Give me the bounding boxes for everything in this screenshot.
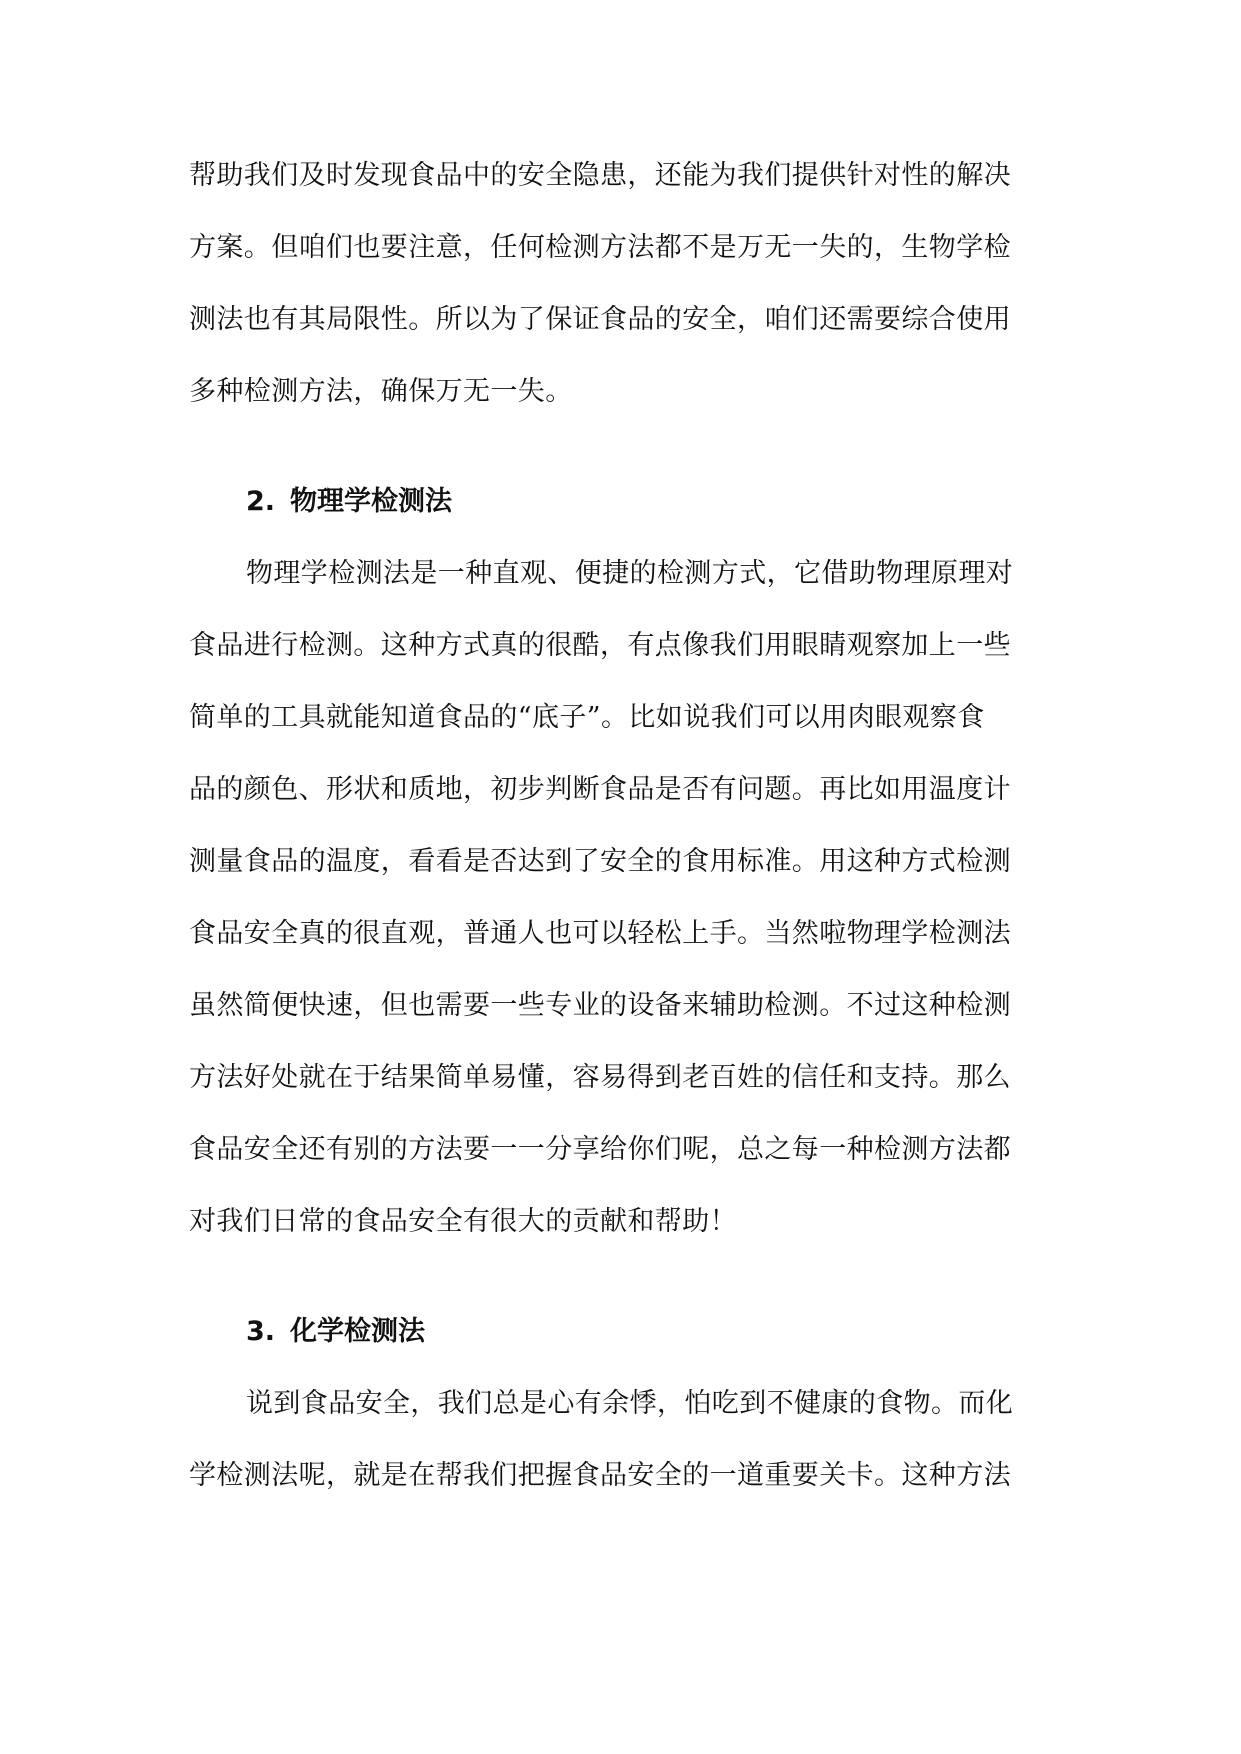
paragraph-1 bbox=[189, 140, 1059, 428]
paragraph-line: 方案。但咱们也要注意，任何检测方法都不是万无一失的，生物学检 bbox=[189, 232, 1011, 263]
paragraph-3 bbox=[189, 1368, 1059, 1512]
paragraph-line: 品的颜色、形状和质地，初步判断食品是否有问题。再比如用温度计 bbox=[189, 774, 1011, 805]
paragraph-line: 多种检测方法，确保万无一失。 bbox=[189, 376, 573, 407]
paragraph-line: 测法也有其局限性。所以为了保证食品的安全，咱们还需要综合使用 bbox=[189, 304, 1011, 335]
section-number: 2. bbox=[246, 486, 276, 517]
paragraph-line: 物理学检测法是一种直观、便捷的检测方式，它借助物理原理对 bbox=[246, 558, 1014, 589]
paragraph-line: 简单的工具就能知道食品的“底子”。比如说我们可以用肉眼观察食 bbox=[189, 702, 985, 733]
paragraph-line: 说到食品安全，我们总是心有余悸，怕吃到不健康的食物。而化 bbox=[246, 1388, 1014, 1419]
section-number: 3. bbox=[246, 1316, 276, 1347]
paragraph-line: 食品安全还有别的方法要一一分享给你们呢，总之每一种检测方法都 bbox=[189, 1134, 1011, 1165]
paragraph-2 bbox=[189, 538, 1059, 1258]
paragraph-line: 虽然简便快速，但也需要一些专业的设备来辅助检测。不过这种检测 bbox=[189, 990, 1011, 1021]
paragraph-line: 方法好处就在于结果简单易懂，容易得到老百姓的信任和支持。那么 bbox=[189, 1062, 1011, 1093]
section-spacer bbox=[189, 428, 1059, 466]
paragraph-line: 学检测法呢，就是在帮我们把握食品安全的一道重要关卡。这种方法 bbox=[189, 1460, 1011, 1491]
paragraph-line: 对我们日常的食品安全有很大的贡献和帮助！ bbox=[189, 1206, 737, 1237]
section-title: 物理学检测法 bbox=[290, 486, 452, 517]
paragraph-line: 帮助我们及时发现食品中的安全隐患，还能为我们提供针对性的解决 bbox=[189, 160, 1011, 191]
section-heading-chemical bbox=[189, 1296, 1059, 1368]
paragraph-line: 测量食品的温度，看看是否达到了安全的食用标准。用这种方式检测 bbox=[189, 846, 1011, 877]
page-content bbox=[189, 140, 1059, 1512]
section-heading-physical bbox=[189, 466, 1059, 538]
section-spacer bbox=[189, 1258, 1059, 1296]
section-title: 化学检测法 bbox=[290, 1316, 425, 1347]
paragraph-line: 食品安全真的很直观，普通人也可以轻松上手。当然啦物理学检测法 bbox=[189, 918, 1011, 949]
paragraph-line: 食品进行检测。这种方式真的很酷，有点像我们用眼睛观察加上一些 bbox=[189, 630, 1011, 661]
